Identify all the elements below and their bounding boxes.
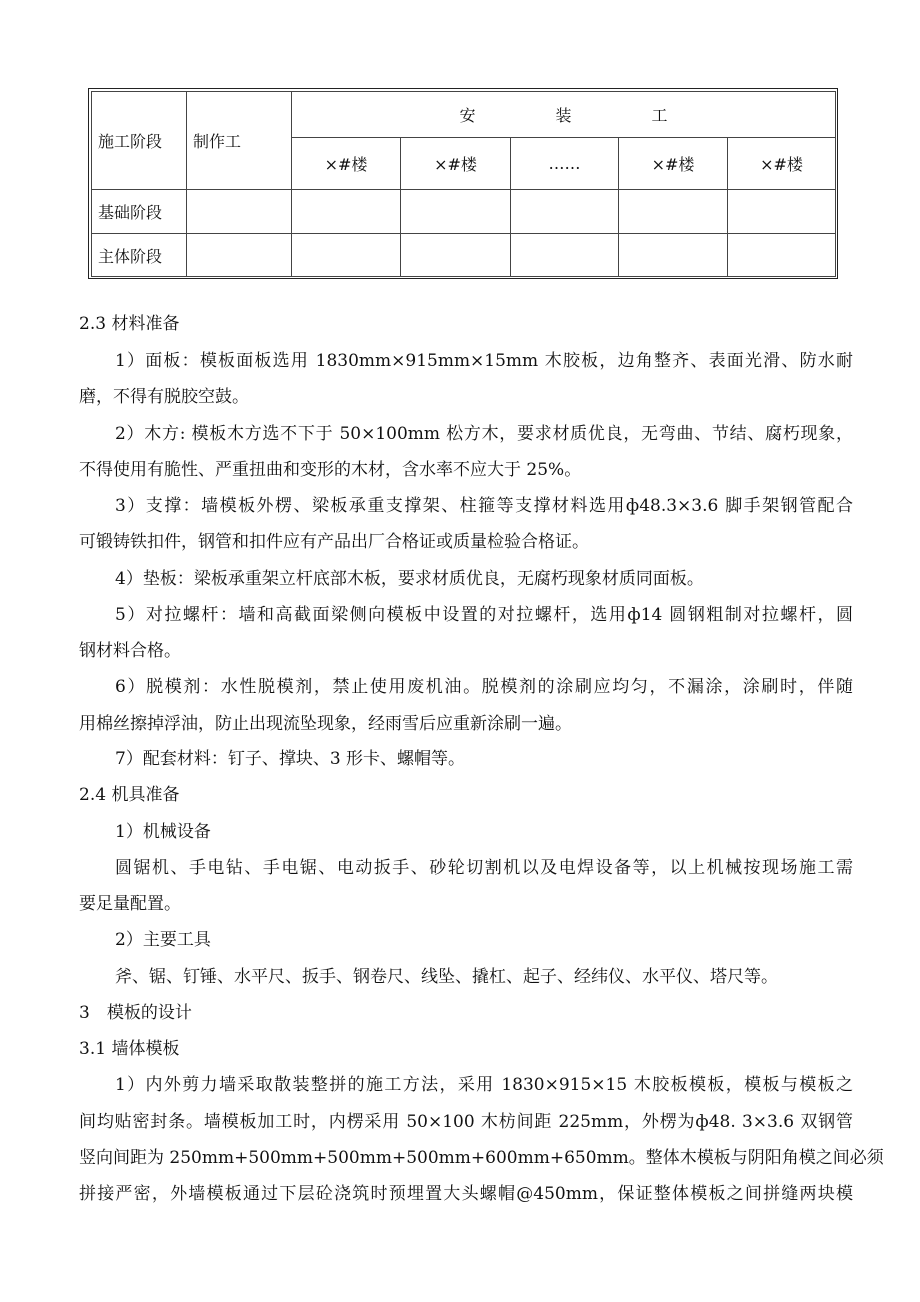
heading-2-4: 2.4 机具准备 [79, 785, 180, 805]
text-line: 5）对拉螺杆：墙和高截面梁侧向模板中设置的对拉螺杆，选用ф14 圆钢粗制对拉螺杆，圆 [115, 605, 853, 625]
building-header: ×#楼 [401, 138, 511, 190]
text-line: 2）木方: 模板木方选不下于 50×100mm 松方木，要求材质优良，无弯曲、节结、腐朽现象， [115, 424, 853, 444]
text-line: 竖向间距为 250mm+500mm+500mm+500mm+600mm+650mm。整体木模板与阴阳角模之间必须 [79, 1148, 884, 1168]
text-line: 间均贴密封条。墙模板加工时，内楞采用 50×100 木枋间距 225mm，外楞为ф48. 3×3.6 双钢管 [79, 1112, 853, 1132]
table-cell [728, 234, 836, 277]
installer-char: 安 [459, 106, 476, 125]
heading-3: 3 模板的设计 [79, 1003, 192, 1023]
text-line: 可锻铸铁扣件，钢管和扣件应有产品出厂合格证或质量检验合格证。 [79, 532, 589, 552]
text-line: 不得使用有脆性、严重扭曲和变形的木材，含水率不应大于 25%。 [79, 460, 582, 480]
table-cell [187, 234, 292, 277]
building-header: ×#楼 [619, 138, 728, 190]
table-cell [619, 190, 728, 234]
text-line: 要足量配置。 [79, 894, 181, 914]
text-line: 圆锯机、手电钻、手电锯、电动扳手、砂轮切割机以及电焊设备等，以上机械按现场施工需 [115, 858, 853, 878]
heading-2-3: 2.3 材料准备 [79, 314, 180, 334]
text-line: 磨，不得有脱胶空鼓。 [79, 387, 249, 407]
text-line: 2）主要工具 [115, 930, 211, 950]
table-cell [511, 234, 619, 277]
installer-char: 装 [555, 106, 572, 125]
table-cell [728, 190, 836, 234]
heading-3-1: 3.1 墙体模板 [79, 1039, 180, 1059]
header-installer [292, 92, 836, 138]
header-maker: 制作工 [187, 92, 292, 190]
table-cell [292, 190, 401, 234]
header-stage: 施工阶段 [92, 92, 187, 190]
table-cell [619, 234, 728, 277]
table-cell [511, 190, 619, 234]
text-line: 1）面板：模板面板选用 1830mm×915mm×15mm 木胶板，边角整齐、表面光滑、防水耐 [115, 351, 853, 371]
installer-char: 工 [651, 106, 668, 125]
table-cell [292, 234, 401, 277]
table-cell [401, 190, 511, 234]
row-label-foundation: 基础阶段 [92, 190, 187, 234]
text-line: 1）机械设备 [115, 822, 211, 842]
text-line: 6）脱模剂：水性脱模剂，禁止使用废机油。脱模剂的涂刷应均匀，不漏涂，涂刷时，伴随 [115, 677, 853, 697]
building-header: ×#楼 [728, 138, 836, 190]
text-line: 斧、锯、钉锤、水平尺、扳手、钢卷尺、线坠、撬杠、起子、经纬仪、水平仪、塔尺等。 [115, 967, 778, 987]
building-header: ×#楼 [292, 138, 401, 190]
building-header: …… [511, 138, 619, 190]
table-cell [187, 190, 292, 234]
text-line: 拼接严密，外墙模板通过下层砼浇筑时预埋置大头螺帽@450mm，保证整体模板之间拼缝两块模 [79, 1184, 853, 1204]
text-line: 钢材料合格。 [79, 641, 181, 661]
text-line: 用棉丝擦掉浮油，防止出现流坠现象，经雨雪后应重新涂刷一遍。 [79, 714, 572, 734]
staffing-table [91, 91, 836, 277]
table-cell [401, 234, 511, 277]
text-line: 7）配套材料：钉子、撑块、3 形卡、螺帽等。 [115, 749, 466, 769]
text-line: 4）垫板：梁板承重架立杆底部木板，要求材质优良，无腐朽现象材质同面板。 [115, 569, 704, 589]
text-line: 1）内外剪力墙采取散装整拼的施工方法，采用 1830×915×15 木胶板模板，模板与模板之 [115, 1075, 853, 1095]
text-line: 3）支撑：墙模板外楞、梁板承重支撑架、柱箍等支撑材料选用ф48.3×3.6 脚手架钢管配合 [115, 496, 853, 516]
row-label-main-structure: 主体阶段 [92, 234, 187, 277]
